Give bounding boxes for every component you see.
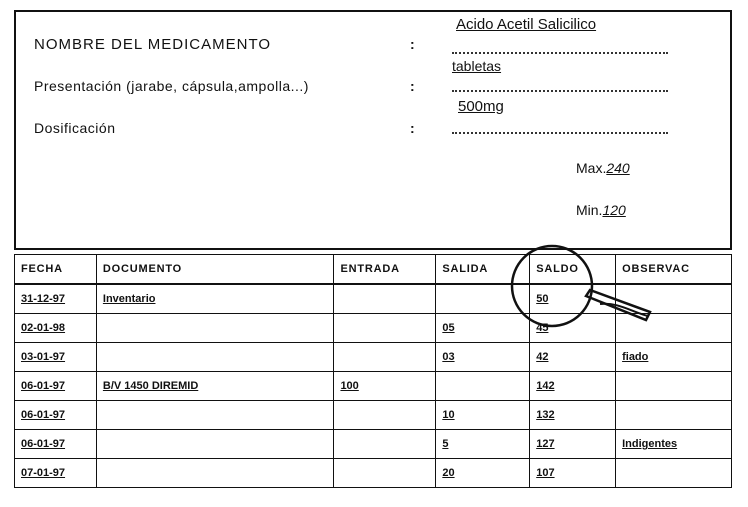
table-row: [15, 314, 732, 343]
cell-documento: Inventario: [102, 293, 156, 305]
colon: :: [410, 36, 415, 52]
column-header-observac: OBSERVAC: [616, 255, 732, 285]
cell-saldo: 127: [536, 438, 555, 450]
column-header-saldo: SALDO: [530, 255, 616, 285]
medication-name-value: Acido Acetil Salicilico: [456, 16, 597, 33]
medication-card: [14, 10, 732, 250]
medication-name-label: NOMBRE DEL MEDICAMENTO: [34, 36, 272, 53]
dosage-value: 500mg: [458, 98, 504, 115]
cell-saldo: 142: [536, 380, 555, 392]
cell-fecha: 06-01-97: [21, 438, 66, 450]
cell-salida: 03: [442, 351, 455, 363]
colon: :: [410, 120, 415, 136]
column-header-entrada: ENTRADA: [334, 255, 436, 285]
cell-salida: 5: [442, 438, 449, 450]
column-header-fecha: FECHA: [15, 255, 97, 285]
min-label: Min.: [576, 202, 603, 218]
stock-table: [14, 254, 732, 488]
max-value: 240: [606, 160, 630, 176]
max-stock: [576, 160, 630, 176]
cell-observ: fiado: [622, 351, 649, 363]
cell-saldo: 107: [536, 467, 555, 479]
cell-fecha: 02-01-98: [21, 322, 66, 334]
cell-salida: 20: [442, 467, 455, 479]
cell-saldo: 45: [536, 322, 549, 334]
table-row: [15, 401, 732, 430]
cell-fecha: 06-01-97: [21, 380, 66, 392]
cell-fecha: 31-12-97: [21, 293, 66, 305]
table-row: [15, 343, 732, 372]
cell-salida: 05: [442, 322, 455, 334]
dosage-label: Dosificación: [34, 120, 116, 136]
cell-saldo: 42: [536, 351, 549, 363]
min-stock: [576, 202, 626, 218]
cell-fecha: 06-01-97: [21, 409, 66, 421]
table-row: [15, 430, 732, 459]
column-header-documento: DOCUMENTO: [96, 255, 334, 285]
cell-fecha: 03-01-97: [21, 351, 66, 363]
presentation-value: tabletas: [452, 58, 502, 74]
dotted-line: [452, 90, 668, 92]
colon: :: [410, 78, 415, 94]
cell-fecha: 07-01-97: [21, 467, 66, 479]
table-row: [15, 459, 732, 488]
column-header-salida: SALIDA: [436, 255, 530, 285]
dotted-line: [452, 132, 668, 134]
table-row: [15, 372, 732, 401]
cell-saldo: 50: [536, 293, 549, 305]
cell-observ: Indigentes: [622, 438, 678, 450]
cell-documento: B/V 1450 DIREMID: [102, 380, 199, 392]
cell-entrada: 100: [340, 380, 359, 392]
table-row: [15, 284, 732, 314]
cell-salida: 10: [442, 409, 455, 421]
cell-saldo: 132: [536, 409, 555, 421]
dotted-line: [452, 52, 668, 54]
min-value: 120: [602, 202, 626, 218]
presentation-label: Presentación (jarabe, cápsula,ampolla...): [34, 78, 309, 94]
table-header-row: [15, 255, 732, 285]
max-label: Max.: [576, 160, 607, 176]
